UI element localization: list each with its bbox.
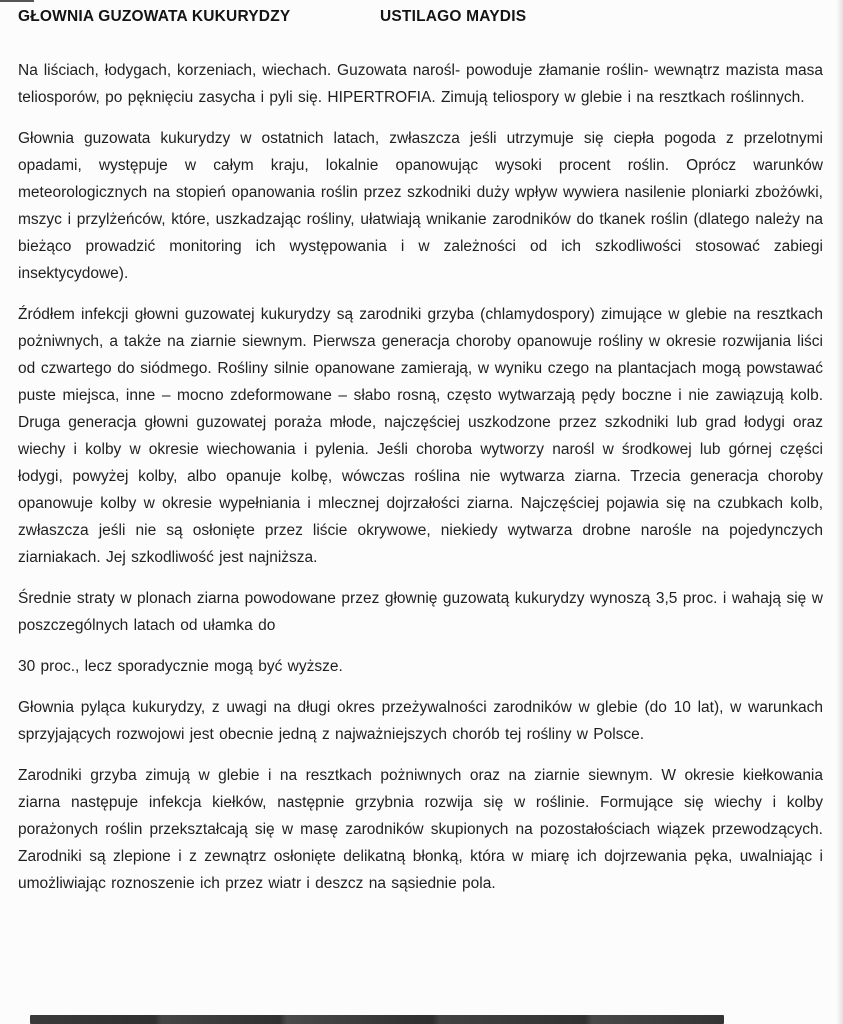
paragraph-spore-cycle: Zarodniki grzyba zimują w glebie i na resztkach pożniwnych oraz na ziarnie siewnym. W okresie kiełkowania ziarna następuje infekcja kiełków, następnie grzybnia rozwija się w roślinie. Formujące się wiechy i kolby porażonych roślin przekształcają się w masę zarodników skupionych na pozostałościach wiązek przewodzących. Zarodniki są zlepione i z zewnątrz osłonięte delikatną błonką, która w miarę ich dojrzewania pęka, uwalniając i umożliwiając roznoszenie ich przez wiatr i deszcz na sąsiednie pola.: [18, 767, 823, 892]
scan-edge-shadow: [836, 0, 843, 1024]
paragraph-losses-max: 30 proc., lecz sporadycznie mogą być wyższe.: [18, 658, 343, 675]
bottom-cutoff-bar: [30, 1015, 724, 1024]
page-subtitle-latin: USTILAGO MAYDIS: [380, 8, 527, 25]
page-title: GŁOWNIA GUZOWATA KUKURYDZY: [18, 8, 291, 25]
document-header: [18, 8, 823, 35]
scan-artifact-mark: [0, 0, 34, 2]
paragraph-glownia-pylaca: Głownia pyląca kukurydzy, z uwagi na długi okres przeżywalności zarodników w glebie (do 10 lat), w warunkach sprzyjających rozwojowi jest obecnie jedną z najważniejszych chorób tej rośliny w Polsce.: [18, 699, 823, 743]
paragraph-infection-generations: Źródłem infekcji głowni guzowatej kukurydzy są zarodniki grzyba (chlamydospory) zimujące w glebie na resztkach pożniwnych, a także na ziarnie siewnym. Pierwsza generacja choroby opanowuje rośliny w okresie rozwijania liści od czwartego do siódmego. Rośliny silnie opanowane zamierają, w wyniku czego na plantacjach mogą powstawać puste miejsca, inne – mocno zdeformowane – słabo rosną, często wytwarzają pędy boczne i nie zawiązują kolb. Druga generacja głowni guzowatej poraża młode, najczęściej uszkodzone przez szkodniki lub grad łodygi oraz wiechy i kolby w okresie wiechowania i pylenia. Jeśli choroba wytworzy narośl w środkowej lub górnej części łodygi, powyżej kolby, albo opanuje kolbę, wówczas roślina nie wytwarza ziarna. Trzecia generacja choroby opanowuje kolby w okresie wypełniania i mlecznej dojrzałości ziarna. Najczęściej pojawia się na czubkach kolb, zwłaszcza jeśli nie są osłonięte przez liście okrywowe, niekiedy wytwarza drobne narośle na pojedynczych ziarniakach. Jej szkodliwość jest najniższa.: [18, 306, 823, 566]
paragraph-symptoms: Na liściach, łodygach, korzeniach, wiechach. Guzowata narośl- powoduje złamanie roślin- wewnątrz mazista masa teliosporów, po pęknięciu zasycha i pyli się. HIPERTROFIA. Zimują teliospory w glebie i na resztkach roślinnych.: [18, 62, 823, 106]
paragraph-occurrence: Głownia guzowata kukurydzy w ostatnich latach, zwłaszcza jeśli utrzymuje się ciepła pogoda z przelotnymi opadami, występuje w całym kraju, lokalnie opanowując wysoki procent roślin. Oprócz warunków meteorologicznych na stopień opanowania roślin przez szkodniki duży wpływ wywiera nasilenie ploniarki zbożówki, mszyc i przylżeńców, które, uszkadzając rośliny, ułatwiają wnikanie zarodników do tkanek roślin (dlatego należy na bieżąco prowadzić monitoring ich występowania i w zależności od ich szkodliwości stosować zabiegi insektycydowe).: [18, 130, 823, 282]
paragraph-losses-average: Średnie straty w plonach ziarna powodowane przez głownię guzowatą kukurydzy wynoszą 3,5 proc. i wahają się w poszczególnych latach od ułamka do: [18, 590, 823, 634]
document-body: [18, 57, 823, 897]
